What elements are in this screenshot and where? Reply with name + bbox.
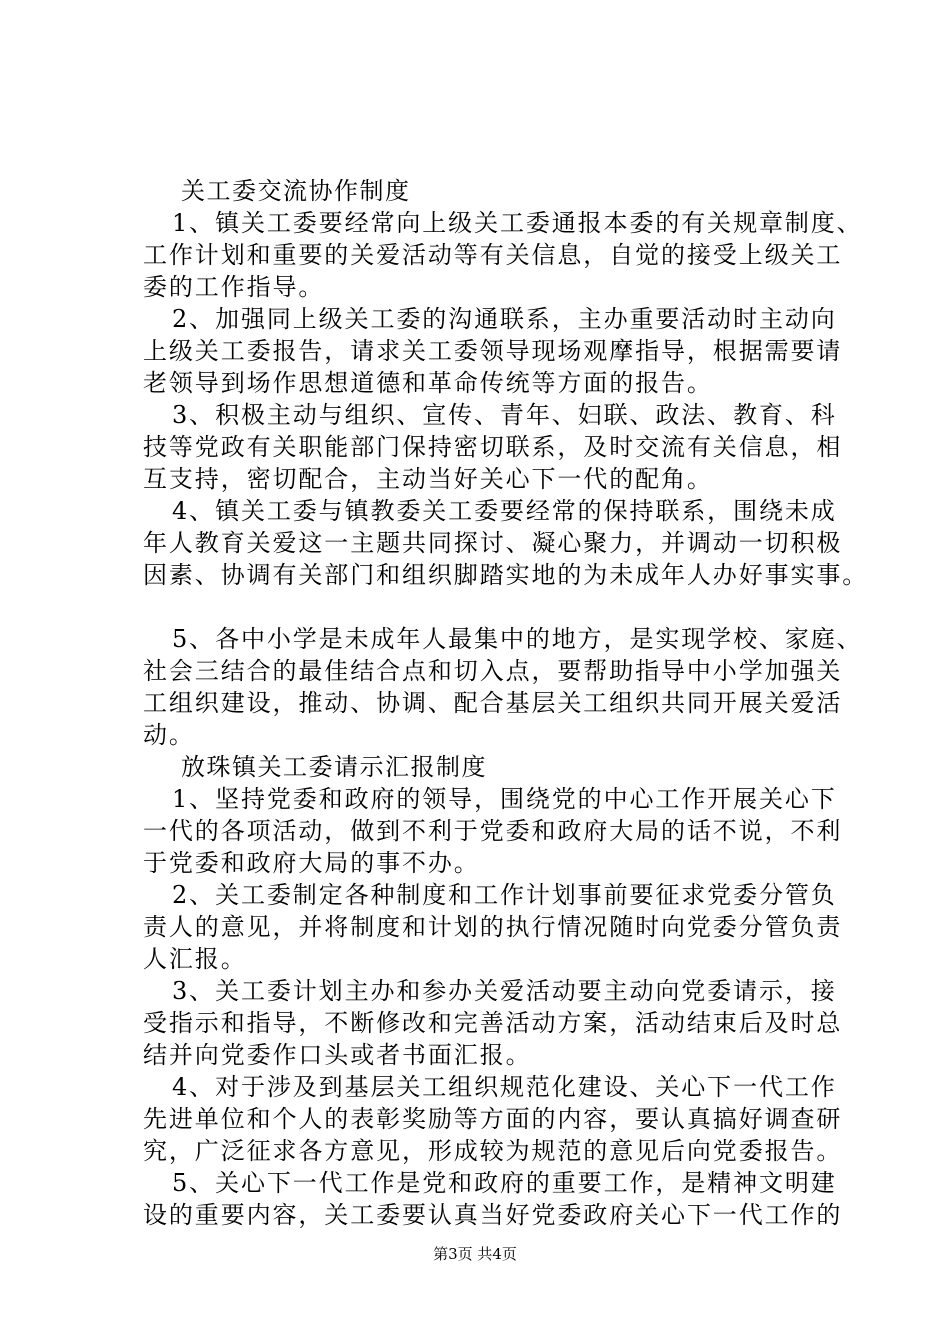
paragraph-line: 5、关心下一代工作是党和政府的重要工作，是精神文明建 <box>172 1169 837 1197</box>
paragraph-line: 一代的各项活动，做到不利于党委和政府大局的话不说，不利 <box>143 817 843 845</box>
paragraph-line: 动。 <box>143 721 195 749</box>
paragraph-line: 2、关工委制定各种制度和工作计划事前要征求党委分管负 <box>172 881 837 909</box>
paragraph-line: 工作计划和重要的关爱活动等有关信息，自觉的接受上级关工 <box>143 241 843 269</box>
paragraph-line: 责人的意见，并将制度和计划的执行情况随时向党委分管负责 <box>143 913 843 941</box>
paragraph-line: 技等党政有关职能部门保持密切联系，及时交流有关信息，相 <box>143 433 843 461</box>
paragraph-line: 于党委和政府大局的事不办。 <box>143 849 480 877</box>
paragraph-line: 1、坚持党委和政府的领导，围绕党的中心工作开展关心下 <box>172 785 837 813</box>
paragraph-line: 设的重要内容，关工委要认真当好党委政府关心下一代工作的 <box>143 1201 843 1229</box>
paragraph-line: 3、关工委计划主办和参办关爱活动要主动向党委请示，接 <box>172 977 837 1005</box>
paragraph-line: 1、镇关工委要经常向上级关工委通报本委的有关规章制度、 <box>172 209 863 237</box>
paragraph-line: 社会三结合的最佳结合点和切入点，要帮助指导中小学加强关 <box>143 657 843 685</box>
paragraph-line: 老领导到场作思想道德和革命传统等方面的报告。 <box>143 369 713 397</box>
paragraph-line: 工组织建设，推动、协调、配合基层关工组织共同开展关爱活 <box>143 689 843 717</box>
paragraph-line: 上级关工委报告，请求关工委领导现场观摩指导，根据需要请 <box>143 337 843 365</box>
paragraph-line: 互支持，密切配合，主动当好关心下一代的配角。 <box>143 465 713 493</box>
section-title: 放珠镇关工委请示汇报制度 <box>181 753 487 781</box>
paragraph-line: 2、加强同上级关工委的沟通联系，主办重要活动时主动向 <box>172 305 837 333</box>
document-body <box>143 175 869 1231</box>
paragraph-line: 4、对于涉及到基层关工组织规范化建设、关心下一代工作 <box>172 1073 837 1101</box>
paragraph-line: 人汇报。 <box>143 945 247 973</box>
section-title: 关工委交流协作制度 <box>181 177 411 205</box>
paragraph-line: 5、各中小学是未成年人最集中的地方，是实现学校、家庭、 <box>172 625 863 653</box>
paragraph-line: 年人教育关爱这一主题共同探讨、凝心聚力，并调动一切积极 <box>143 529 843 557</box>
paragraph-line: 委的工作指导。 <box>143 273 325 301</box>
paragraph-line: 因素、协调有关部门和组织脚踏实地的为未成年人办好事实事。 <box>143 561 869 589</box>
paragraph-line: 受指示和指导，不断修改和完善活动方案，活动结束后及时总 <box>143 1009 843 1037</box>
paragraph-line: 4、镇关工委与镇教委关工委要经常的保持联系，围绕未成 <box>172 497 837 525</box>
paragraph-line: 先进单位和个人的表彰奖励等方面的内容，要认真搞好调查研 <box>143 1105 843 1133</box>
blank-line <box>143 591 847 623</box>
paragraph-line: 结并向党委作口头或者书面汇报。 <box>143 1041 532 1069</box>
paragraph-line: 究，广泛征求各方意见，形成较为规范的意见后向党委报告。 <box>143 1137 843 1165</box>
paragraph-line: 3、积极主动与组织、宣传、青年、妇联、政法、教育、科 <box>172 401 837 429</box>
page-number-footer: 第3页 共4页 <box>433 1245 517 1263</box>
